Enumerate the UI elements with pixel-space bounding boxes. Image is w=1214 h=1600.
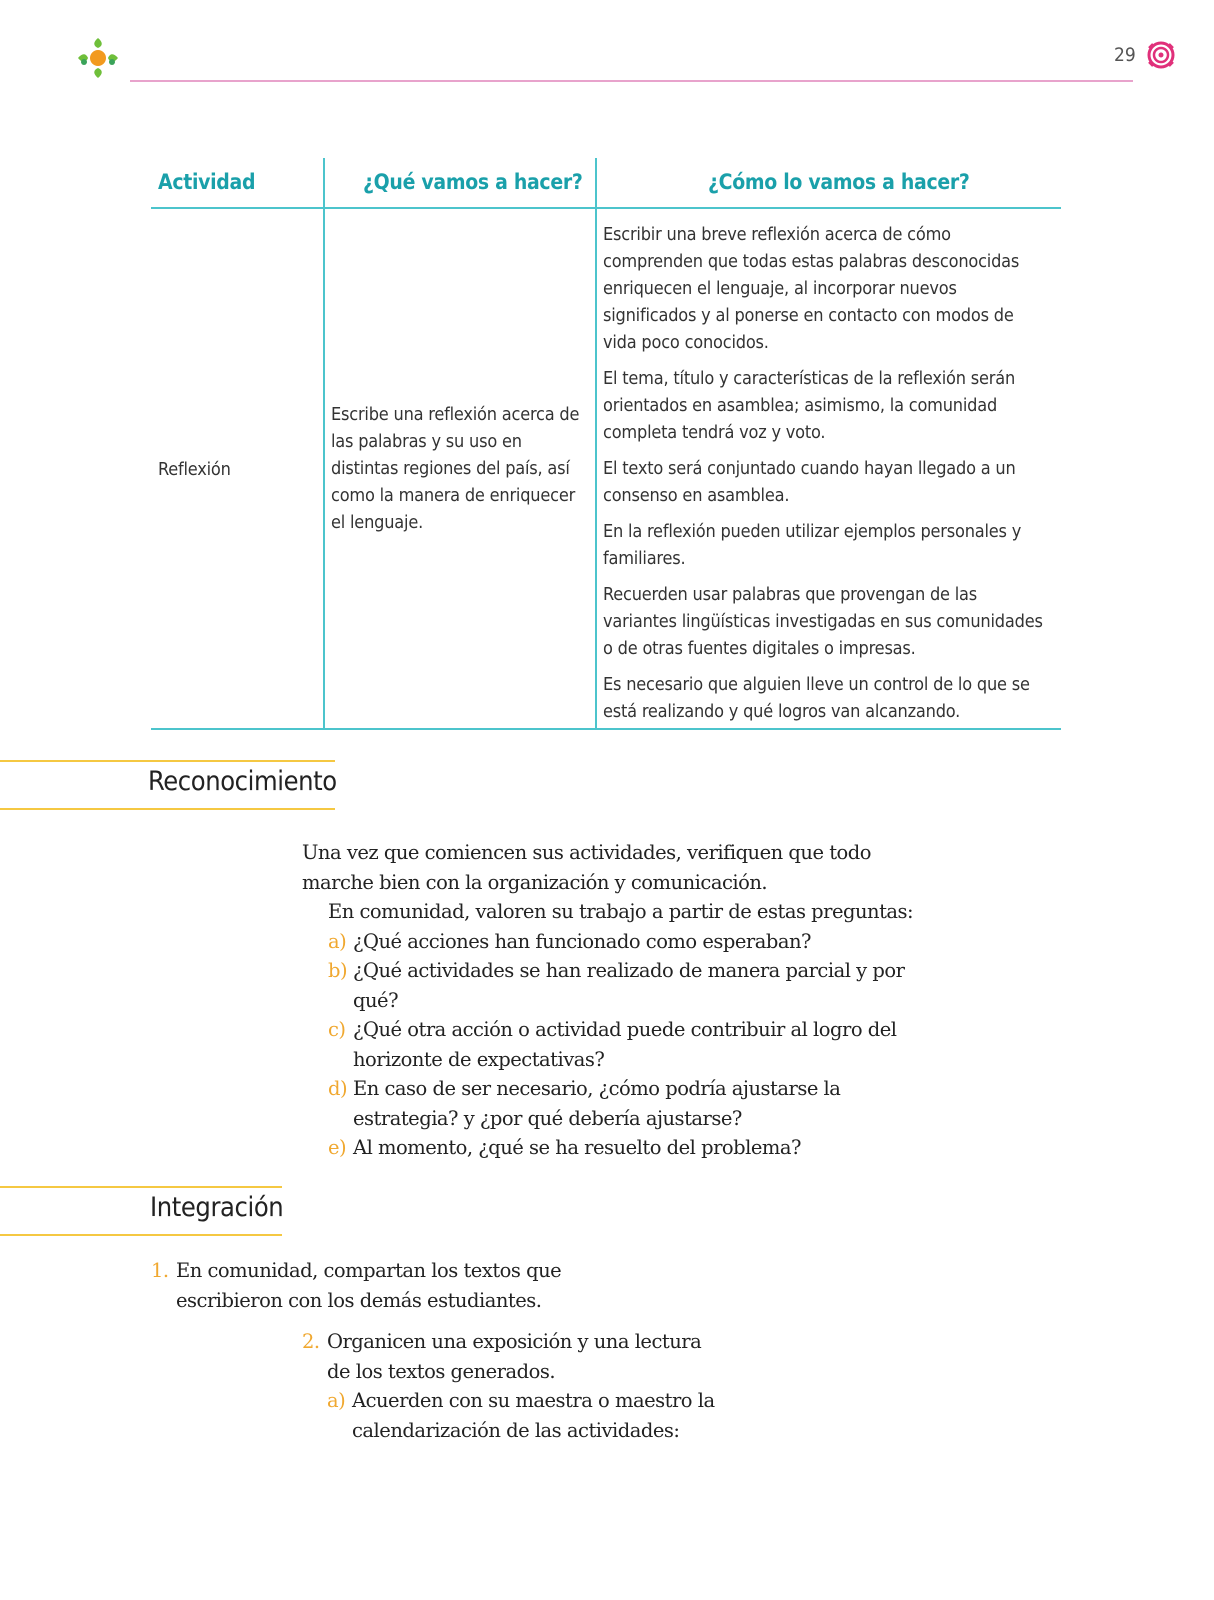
table-column-divider xyxy=(323,158,325,730)
how-step: Recuerden usar palabras que provengan de las variantes lingüísticas investigadas en sus comunidades o de otras fuentes digitales o impresas. xyxy=(603,584,1043,659)
cell-what: Escribe una reflexión acerca de las palabras y su uso en distintas regiones del país, así como la manera de enriquecer el lenguaje. xyxy=(331,404,580,533)
list-marker: 1. xyxy=(151,1259,169,1282)
item-text: Organicen una exposición y una lectura de los textos generados. xyxy=(327,1330,702,1383)
lead-paragraph: En comunidad, valoren su trabajo a partir de estas preguntas: xyxy=(328,900,914,923)
table-header-rule xyxy=(151,207,1061,209)
heading-rule xyxy=(0,1234,282,1236)
how-step: Es necesario que alguien lleve un control de lo que se está realizando y qué logros van alcanzando. xyxy=(603,674,1030,722)
column-header-activity: Actividad xyxy=(158,170,256,194)
question-text: En caso de ser necesario, ¿cómo podría ajustarse la estrategia? y ¿por qué debería ajustarse? xyxy=(353,1077,841,1130)
question-text: ¿Qué acciones han funcionado como esperaban? xyxy=(353,929,811,953)
sub-list xyxy=(302,1386,722,1445)
spiral-ornament-icon xyxy=(1146,40,1176,70)
how-step: El tema, título y características de la reflexión serán orientados en asamblea; asimismo, la comunidad completa tendrá voz y voto. xyxy=(603,368,1016,443)
numbered-item xyxy=(151,1256,591,1315)
list-marker: a) xyxy=(327,1389,346,1412)
question-item xyxy=(328,1074,927,1133)
sub-item xyxy=(327,1386,722,1445)
table-column-divider xyxy=(595,158,597,730)
how-step: En la reflexión pueden utilizar ejemplos personales y familiares. xyxy=(603,521,1022,569)
how-step: El texto será conjuntado cuando hayan llegado a un consenso en asamblea. xyxy=(603,458,1016,506)
header-rule xyxy=(130,80,1133,82)
how-step: Escribir una breve reflexión acerca de cómo comprenden que todas estas palabras desconocidas enriquecen el lenguaje, al incorporar nuevos significados y al ponerse en contacto con modos de vida poco conocidos. xyxy=(603,224,1020,353)
list-marker: 2. xyxy=(302,1330,320,1353)
list-marker: e) xyxy=(328,1136,347,1159)
list-marker: c) xyxy=(328,1018,346,1041)
question-item xyxy=(328,1133,927,1163)
heading-rule xyxy=(0,808,335,810)
section-reconocimiento-heading xyxy=(0,760,335,812)
section-title: Reconocimiento xyxy=(148,766,337,797)
list-marker: a) xyxy=(328,929,347,953)
item-text: En comunidad, compartan los textos que escribieron con los demás estudiantes. xyxy=(176,1259,562,1312)
column-header-how: ¿Cómo lo vamos a hacer? xyxy=(708,170,970,194)
column-header-what: ¿Qué vamos a hacer? xyxy=(363,170,583,194)
heading-rule xyxy=(0,760,335,762)
question-text: ¿Qué actividades se han realizado de manera parcial y por qué? xyxy=(353,959,905,1012)
question-item xyxy=(328,956,927,1015)
heading-rule xyxy=(0,1186,282,1188)
page-number: 29 xyxy=(1114,44,1136,66)
cell-activity: Reflexión xyxy=(158,459,231,480)
sub-item-text: Acuerden con su maestra o maestro la calendarización de las actividades: xyxy=(352,1389,715,1442)
flower-logo-icon xyxy=(72,34,124,86)
question-item xyxy=(328,1015,927,1074)
activity-table xyxy=(151,158,1061,730)
question-text: Al momento, ¿qué se ha resuelto del problema? xyxy=(353,1136,801,1159)
list-marker: d) xyxy=(328,1077,348,1100)
cell-how xyxy=(603,221,1051,734)
question-item xyxy=(328,927,927,957)
section-integracion-heading xyxy=(0,1186,282,1238)
question-text: ¿Qué otra acción o actividad puede contribuir al logro del horizonte de expectativas? xyxy=(353,1018,897,1071)
integracion-item xyxy=(151,1256,591,1315)
integracion-item xyxy=(302,1327,722,1445)
question-list xyxy=(302,927,927,1163)
section-title: Integración xyxy=(150,1192,284,1223)
list-marker: b) xyxy=(328,959,348,982)
numbered-item xyxy=(302,1327,722,1386)
reconocimiento-body xyxy=(302,838,927,1163)
intro-paragraph: Una vez que comiencen sus actividades, verifiquen que todo marche bien con la organización y comunicación. xyxy=(302,841,871,894)
